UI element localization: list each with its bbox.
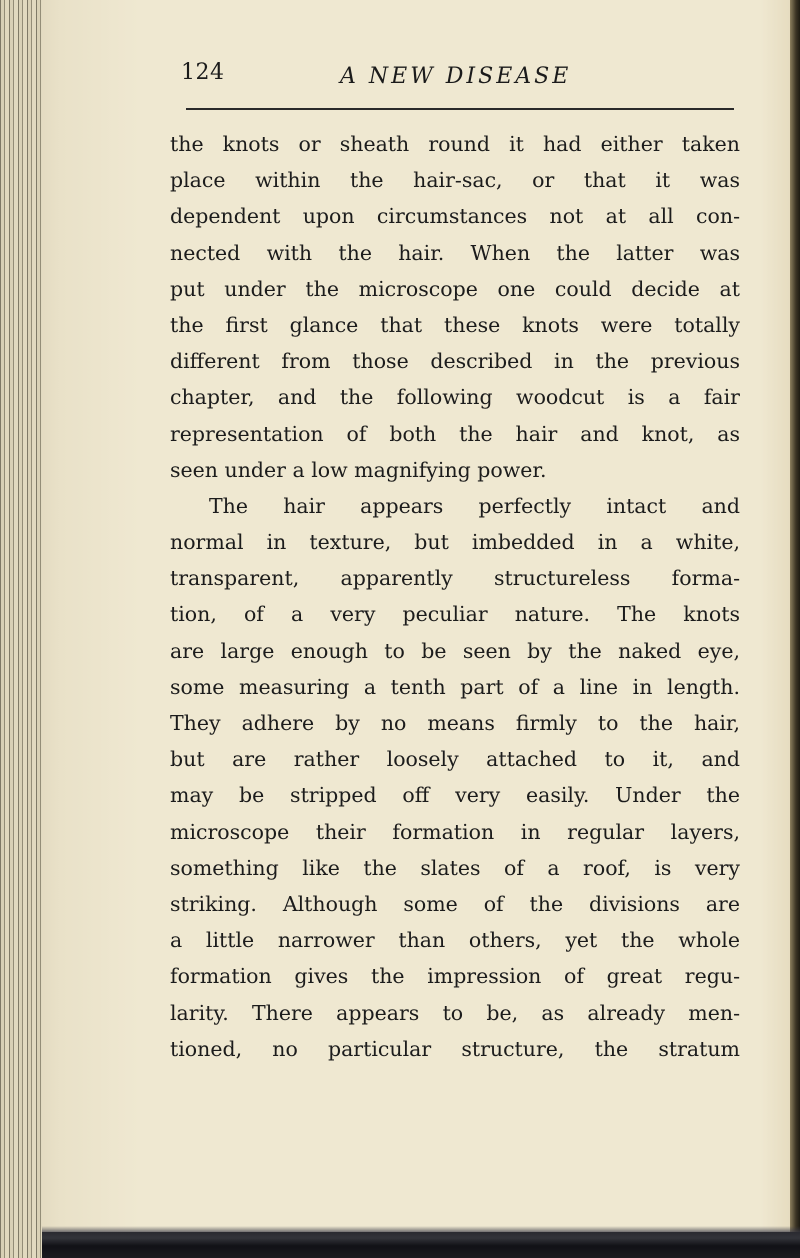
text-line: normal in texture, but imbedded in a white, — [170, 530, 740, 555]
text-line: transparent, apparently structureless forma- — [170, 566, 740, 591]
text-line: microscope their formation in regular layers, — [170, 819, 740, 844]
text-line: may be stripped off very easily. Under the — [170, 783, 740, 808]
text-line: chapter, and the following woodcut is a fair — [170, 385, 740, 410]
text-line: a little narrower than others, yet the whole — [170, 928, 740, 953]
page-number: 124 — [181, 60, 225, 85]
text-line: some measuring a tenth part of a line in length. — [170, 674, 740, 699]
text-line: but are rather loosely attached to it, and — [170, 747, 740, 772]
text-line: larity. There appears to be, as already men- — [170, 1000, 740, 1025]
text-line: tion, of a very peculiar nature. The knots — [170, 602, 740, 627]
header-rule — [186, 108, 734, 110]
text-line: different from those described in the previous — [170, 349, 740, 374]
page-edge-right — [790, 0, 800, 1258]
text-line: formation gives the impression of great regu- — [170, 964, 740, 989]
book-gutter — [0, 0, 42, 1258]
running-head: A NEW DISEASE — [340, 64, 572, 89]
text-line: tioned, no particular structure, the stratum — [170, 1036, 740, 1061]
text-line: are large enough to be seen by the naked eye, — [170, 638, 740, 663]
body-text — [170, 126, 740, 1067]
text-line: seen under a low magnifying power. — [170, 457, 547, 482]
text-line: the knots or sheath round it had either taken — [170, 132, 740, 156]
text-line: the first glance that these knots were totally — [170, 312, 740, 337]
page-edge-bottom — [42, 1232, 800, 1258]
text-line: nected with the hair. When the latter was — [170, 240, 740, 265]
text-line: dependent upon circumstances not at all con- — [170, 204, 740, 229]
text-line: They adhere by no means firmly to the hair, — [170, 711, 740, 735]
text-line: The hair appears perfectly intact and — [209, 493, 740, 518]
text-line: put under the microscope one could decide at — [170, 276, 740, 301]
text-line: something like the slates of a roof, is very — [170, 855, 740, 880]
text-line: striking. Although some of the divisions are — [170, 891, 740, 916]
text-line: representation of both the hair and knot, as — [170, 421, 740, 446]
text-line: place within the hair-sac, or that it was — [170, 168, 740, 193]
